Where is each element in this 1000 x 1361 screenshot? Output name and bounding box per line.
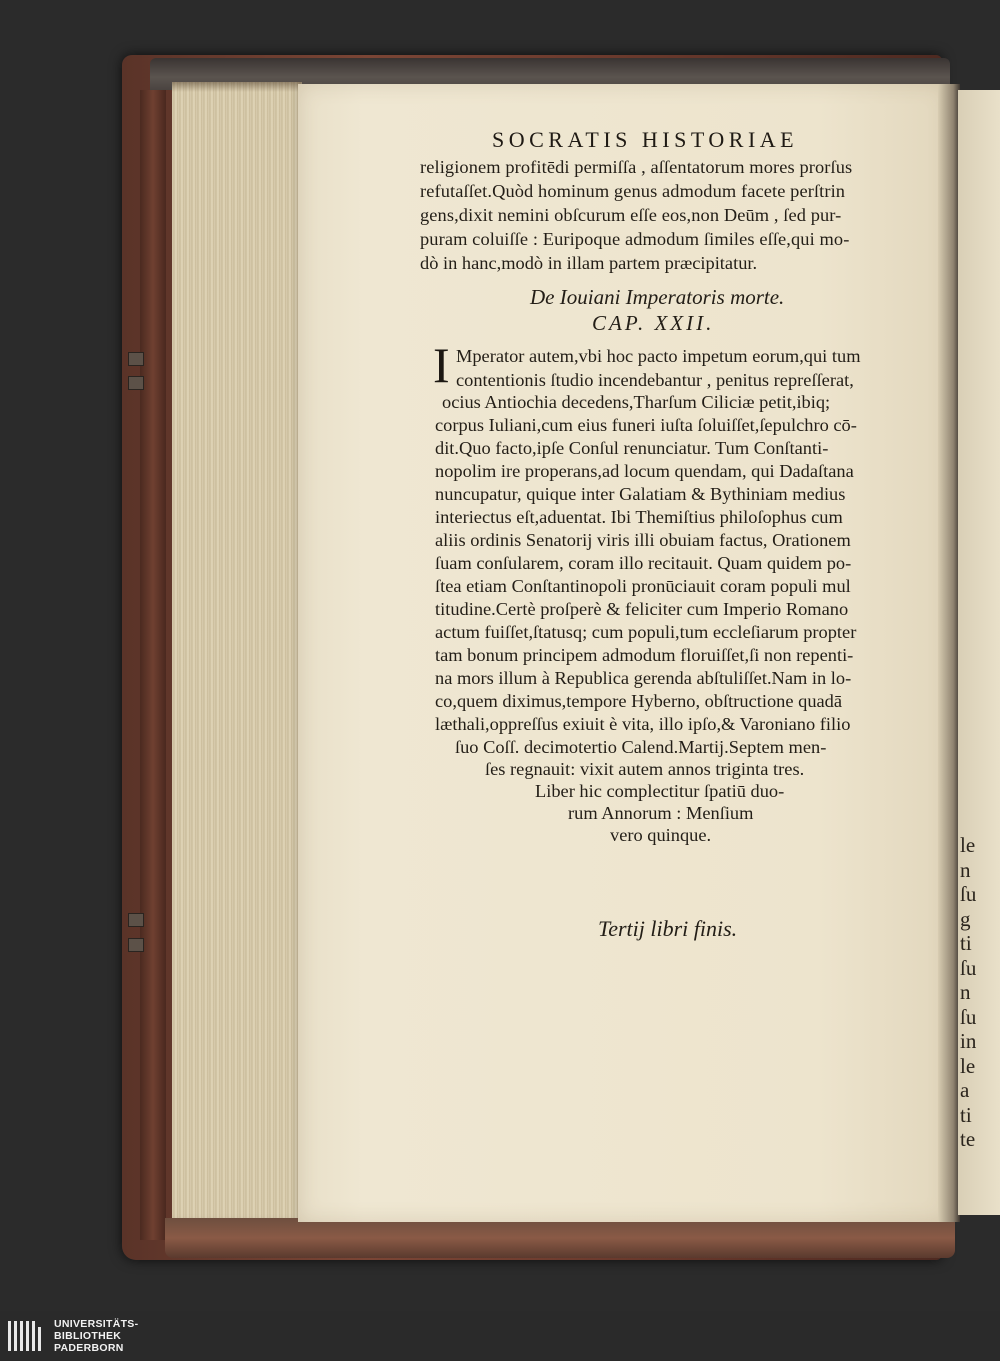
facing-page-text: ſu	[960, 956, 977, 980]
text-line: dit.Quo facto,ipſe Conſul renunciatur. Tum Conſtanti-	[435, 438, 829, 458]
text-line: læthali,oppreſſus exiuit è vita, illo ipſo,& Varoniano filio	[435, 714, 851, 734]
text-line: ſes regnauit: vixit autem annos triginta tres.	[485, 759, 805, 779]
binding-spine	[140, 90, 166, 1240]
page-stack-shadow	[172, 82, 302, 92]
running-head: SOCRATIS HISTORIAE	[492, 127, 799, 152]
text-line: na mors illum à Republica gerenda abſtuliſſet.Nam in lo-	[435, 668, 852, 688]
text-line: actum fuiſſet,ſtatusq; cum populi,tum eccleſiarum propter	[435, 622, 857, 642]
text-line: aliis ordinis Senatorij viris illi obuiam factus, Orationem	[435, 530, 851, 550]
binding-bottom-edge	[165, 1218, 955, 1258]
text-line: ſtea etiam Conſtantinopoli pronūciauit coram populi mul	[435, 576, 851, 596]
library-logo-icon	[6, 1319, 46, 1353]
library-name-line: PADERBORN	[54, 1342, 124, 1354]
text-line: puram coluiſſe : Euripoque admodum ſimiles eſſe,qui mo-	[420, 229, 850, 249]
text-line: titudine.Certè proſperè & feliciter cum Imperio Romano	[435, 599, 849, 619]
text-line: tam bonum principem admodum floruiſſet,ſi non repenti-	[435, 645, 854, 665]
facing-page-text: le	[960, 1054, 976, 1078]
library-name-line: BIBLIOTHEK	[54, 1330, 122, 1342]
facing-page-text: le	[960, 833, 976, 857]
text-line: corpus Iuliani,cum eius funeri iuſta ſoluiſſet,ſepulchro cō-	[435, 415, 857, 435]
text-line: contentionis ſtudio incendebantur , penitus repreſſerat,	[456, 370, 854, 390]
text-line: ſuo Coſſ. decimotertio Calend.Martij.Septem men-	[455, 737, 827, 757]
clasp-icon	[128, 938, 144, 952]
clasp-icon	[128, 352, 144, 366]
library-footer	[0, 1311, 1000, 1361]
text-line: gens,dixit nemini obſcurum eſſe eos,non Deūm , ſed pur-	[420, 205, 842, 225]
text-line: Mperator autem,vbi hoc pacto impetum eorum,qui tum	[456, 346, 861, 366]
library-name-line: UNIVERSITÄTS-	[54, 1318, 139, 1330]
library-logo-text	[54, 1318, 138, 1354]
text-line: ocius Antiochia decedens,Tharſum Ciliciæ petit,ibiq;	[442, 392, 831, 412]
text-line: vero quinque.	[610, 825, 712, 845]
facing-page-text: ſu	[960, 882, 977, 906]
chapter-title: De Iouiani Imperatoris morte.	[530, 285, 785, 309]
facing-page-text: n	[960, 858, 971, 882]
text-line: nopolim ire properans,ad locum quendam, qui Dadaſtana	[435, 461, 854, 481]
text-line: ſuam conſularem, coram illo recitauit. Quam quidem po-	[435, 553, 852, 573]
colophon: Tertij libri finis.	[598, 916, 738, 941]
text-line: co,quem diximus,tempore Hyberno, obſtructione quadā	[435, 691, 843, 711]
facing-page-text: g	[960, 907, 971, 931]
chapter-number: CAP. XXII.	[592, 311, 715, 335]
facing-page-text: ti	[960, 931, 972, 955]
facing-page-text: a	[960, 1078, 970, 1102]
facing-page-fragment	[958, 90, 1000, 1215]
text-line: dò in hanc,modò in illam partem præcipitatur.	[420, 253, 758, 273]
facing-page-text: ſu	[960, 1005, 977, 1029]
text-line: rum Annorum : Menſium	[568, 803, 754, 823]
clasp-icon	[128, 376, 144, 390]
clasp-icon	[128, 913, 144, 927]
text-line: interiectus eſt,aduentat. Ibi Themiſtius philoſophus cum	[435, 507, 843, 527]
text-line: religionem profitēdi permiſſa , aſſentatorum mores prorſus	[420, 157, 853, 177]
text-line: nuncupatur, quique inter Galatiam & Bythiniam medius	[435, 484, 846, 504]
text-line: Liber hic complectitur ſpatiū duo-	[535, 781, 785, 801]
facing-page-text: te	[960, 1127, 976, 1151]
facing-page-text: ti	[960, 1103, 972, 1127]
drop-cap: I	[433, 337, 450, 393]
facing-page-text: n	[960, 980, 971, 1004]
text-line: refutaſſet.Quòd hominum genus admodum facete perſtrin	[420, 181, 846, 201]
facing-page-text: in	[960, 1029, 977, 1053]
page-stack-edge	[172, 82, 302, 1222]
page-gutter	[938, 84, 960, 1222]
